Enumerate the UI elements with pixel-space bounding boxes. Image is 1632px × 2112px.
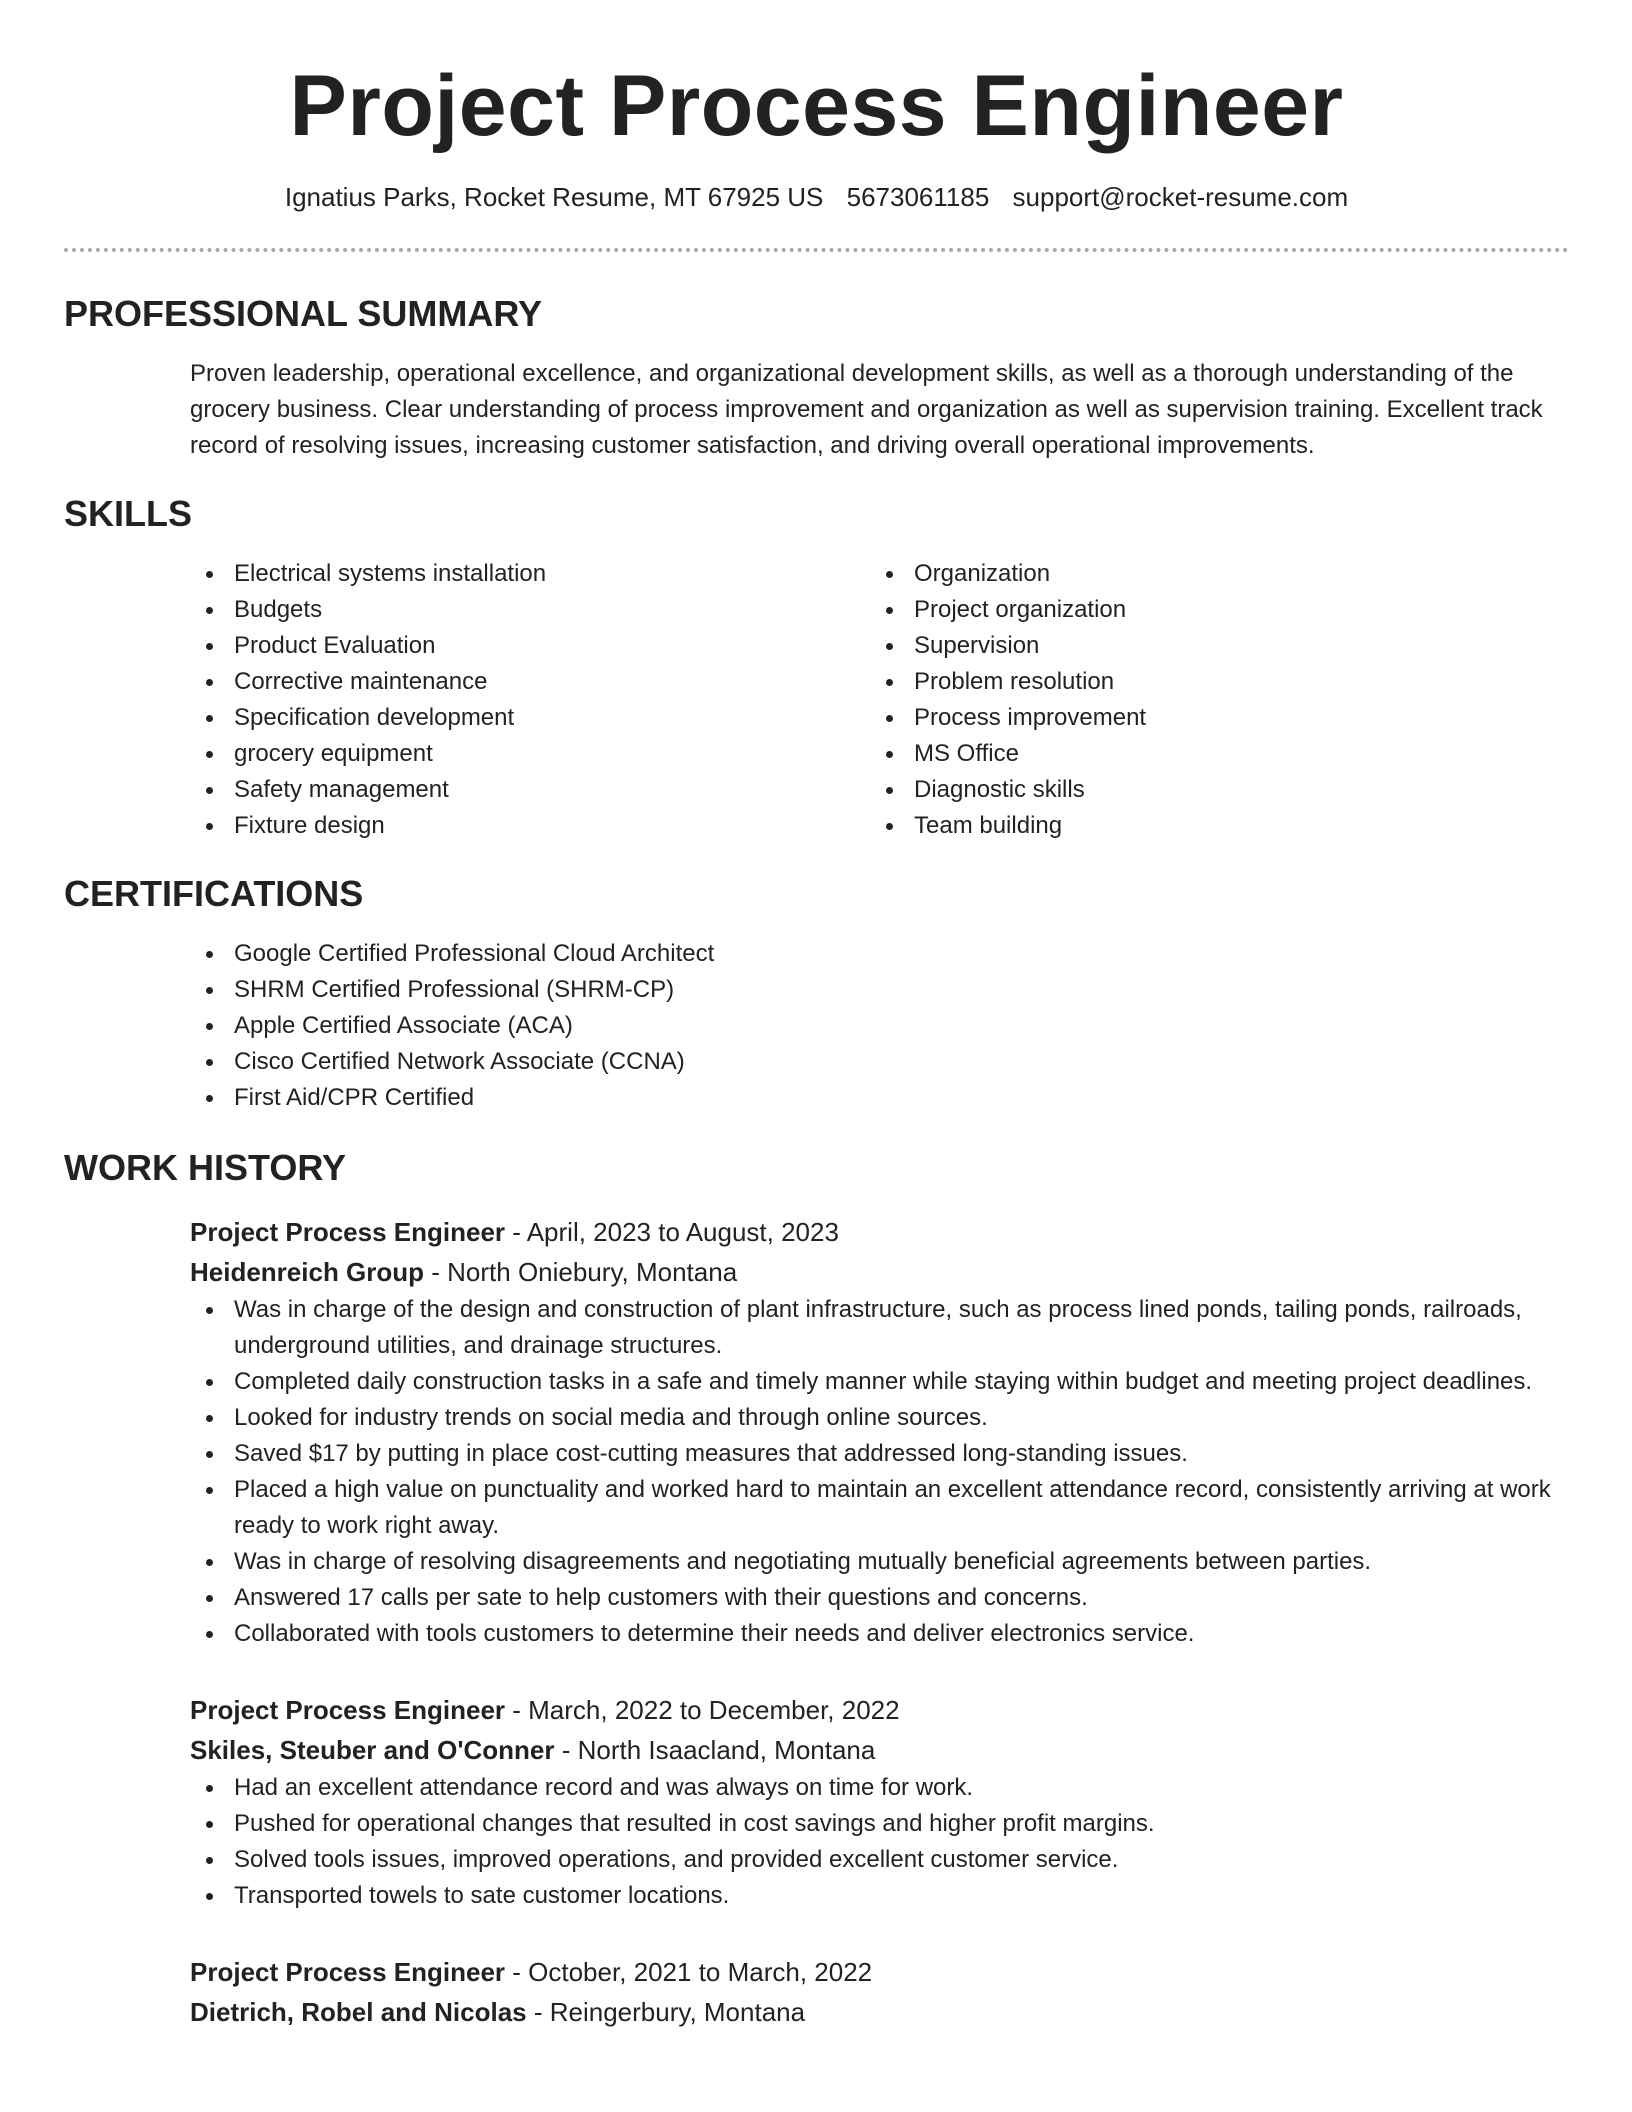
skill-item: Diagnostic skills xyxy=(870,772,1550,808)
job-location: - Reingerbury, Montana xyxy=(526,1997,806,2027)
skill-item: Budgets xyxy=(190,592,870,628)
header-divider xyxy=(64,248,1569,252)
job-dates: - October, 2021 to March, 2022 xyxy=(505,1957,873,1987)
job-role-line xyxy=(190,1952,1569,1992)
job-bullet: Placed a high value on punctuality and worked hard to maintain an excellent attendance record, consistently arriving at work ready to work right away. xyxy=(190,1472,1569,1544)
contact-line xyxy=(64,180,1569,214)
job-role-line xyxy=(190,1212,1569,1252)
resume-title: Project Process Engineer xyxy=(289,58,1344,154)
skill-item: Fixture design xyxy=(190,808,870,844)
skill-item: Process improvement xyxy=(870,700,1550,736)
contact-email: support@rocket-resume.com xyxy=(1012,182,1349,212)
job-bullet: Transported towels to sate customer locations. xyxy=(190,1878,1569,1914)
skill-item: Corrective maintenance xyxy=(190,664,870,700)
job-location: - North Isaacland, Montana xyxy=(554,1735,876,1765)
job-company-line xyxy=(190,1252,1569,1292)
job-bullet: Solved tools issues, improved operations, and provided excellent customer service. xyxy=(190,1842,1569,1878)
professional-summary-section xyxy=(64,292,1569,464)
job-dates: - March, 2022 to December, 2022 xyxy=(505,1695,900,1725)
skills-list-left xyxy=(190,556,870,844)
skills-column-left xyxy=(190,556,870,844)
job-entry xyxy=(190,1212,1569,1652)
work-history-section xyxy=(64,1146,1569,2032)
job-entry xyxy=(190,1952,1569,2032)
skill-item: grocery equipment xyxy=(190,736,870,772)
skill-item: Team building xyxy=(870,808,1550,844)
job-company: Dietrich, Robel and Nicolas xyxy=(190,1997,527,2027)
skill-item: Problem resolution xyxy=(870,664,1550,700)
job-bullet: Looked for industry trends on social media and through online sources. xyxy=(190,1400,1569,1436)
job-bullet: Was in charge of resolving disagreements and negotiating mutually beneficial agreements between parties. xyxy=(190,1544,1569,1580)
section-title-work-history: WORK HISTORY xyxy=(64,1147,347,1188)
job-dates: - April, 2023 to August, 2023 xyxy=(505,1217,839,1247)
job-company-line xyxy=(190,1730,1569,1770)
job-bullet-list xyxy=(190,1770,1569,1914)
job-location: - North Oniebury, Montana xyxy=(424,1257,738,1287)
job-bullet: Collaborated with tools customers to determine their needs and deliver electronics service. xyxy=(190,1616,1569,1652)
contact-phone: 5673061185 xyxy=(846,182,990,212)
skills-column-right xyxy=(870,556,1550,844)
skill-item: MS Office xyxy=(870,736,1550,772)
certification-item: SHRM Certified Professional (SHRM-CP) xyxy=(190,972,1569,1008)
job-company: Skiles, Steuber and O'Conner xyxy=(190,1735,555,1765)
contact-address: Ignatius Parks, Rocket Resume, MT 67925 US xyxy=(284,182,824,212)
job-bullet-list xyxy=(190,1292,1569,1652)
certifications-list xyxy=(190,936,1569,1116)
job-role: Project Process Engineer xyxy=(190,1695,506,1725)
skill-item: Specification development xyxy=(190,700,870,736)
job-bullet: Completed daily construction tasks in a safe and timely manner while staying within budget and meeting project deadlines. xyxy=(190,1364,1569,1400)
job-entry xyxy=(190,1690,1569,1914)
job-company-line xyxy=(190,1992,1569,2032)
skill-item: Supervision xyxy=(870,628,1550,664)
section-title-skills: SKILLS xyxy=(64,493,193,534)
job-bullet: Answered 17 calls per sate to help customers with their questions and concerns. xyxy=(190,1580,1569,1616)
skills-list-right xyxy=(870,556,1550,844)
certification-item: Google Certified Professional Cloud Architect xyxy=(190,936,1569,972)
skill-item: Organization xyxy=(870,556,1550,592)
job-bullet: Pushed for operational changes that resulted in cost savings and higher profit margins. xyxy=(190,1806,1569,1842)
certifications-section xyxy=(64,872,1569,1116)
skills-grid xyxy=(190,556,1569,844)
job-company: Heidenreich Group xyxy=(190,1257,425,1287)
skill-item: Electrical systems installation xyxy=(190,556,870,592)
job-bullet: Was in charge of the design and construction of plant infrastructure, such as process lined ponds, tailing ponds, railroads, underground utilities, and drainage structures. xyxy=(190,1292,1569,1364)
certification-item: Apple Certified Associate (ACA) xyxy=(190,1008,1569,1044)
skill-item: Project organization xyxy=(870,592,1550,628)
job-bullet: Had an excellent attendance record and was always on time for work. xyxy=(190,1770,1569,1806)
job-role: Project Process Engineer xyxy=(190,1957,506,1987)
job-role-line xyxy=(190,1690,1569,1730)
section-title-certifications: CERTIFICATIONS xyxy=(64,873,364,914)
certification-item: Cisco Certified Network Associate (CCNA) xyxy=(190,1044,1569,1080)
skill-item: Product Evaluation xyxy=(190,628,870,664)
section-title-summary: PROFESSIONAL SUMMARY xyxy=(64,293,543,334)
job-bullet: Saved $17 by putting in place cost-cutting measures that addressed long-standing issues. xyxy=(190,1436,1569,1472)
skill-item: Safety management xyxy=(190,772,870,808)
resume-page xyxy=(64,0,1569,2032)
skills-section xyxy=(64,492,1569,844)
job-role: Project Process Engineer xyxy=(190,1217,506,1247)
certification-item: First Aid/CPR Certified xyxy=(190,1080,1569,1116)
summary-text: Proven leadership, operational excellence, and organizational development skills, as well as a thorough understanding of the grocery business. Clear understanding of process improvement and organization as well as supervision training. Excellent track record of resolving issues, increasing customer satisfaction, and driving overall operational improvements. xyxy=(190,360,1543,459)
